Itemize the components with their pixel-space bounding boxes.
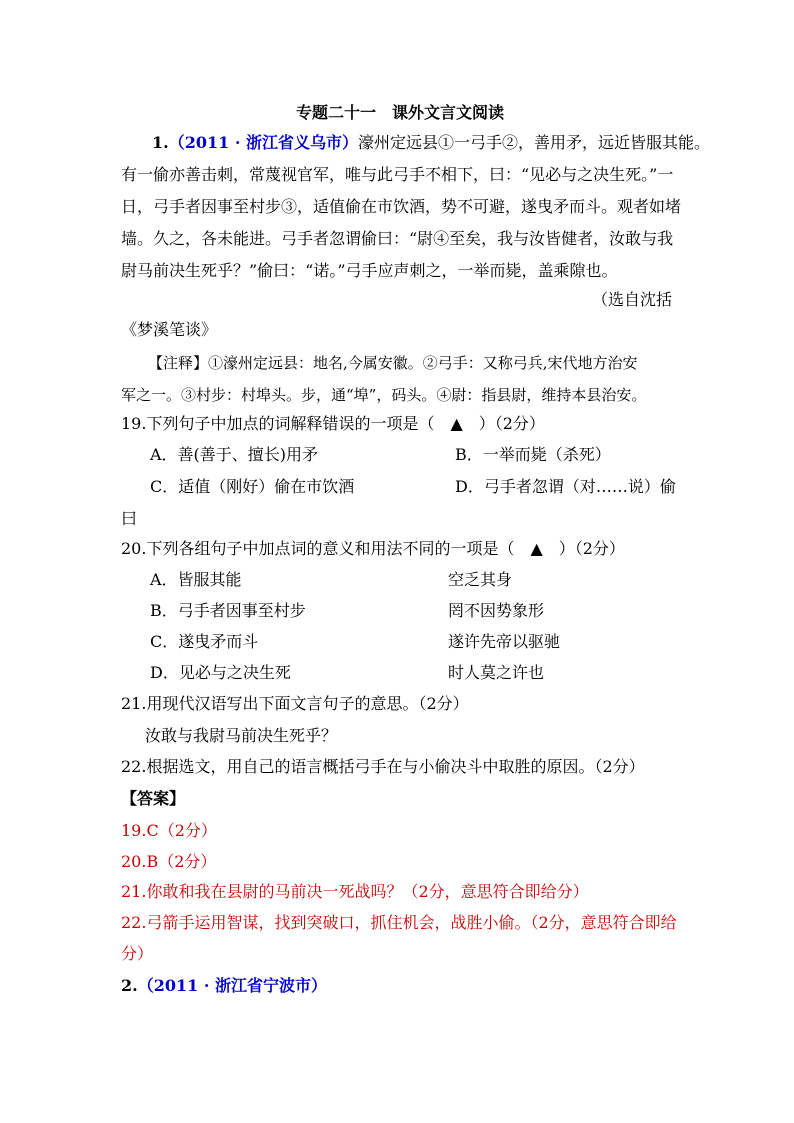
source-note-book: 《梦溪笔谈》: [121, 320, 218, 339]
answer-19: 19.C（2分）: [121, 821, 217, 840]
question-20: 20.下列各组句子中加点词的意义和用法不同的一项是（ ▲ ）（2分）: [121, 539, 625, 558]
q20-option-c: C．遂曳矛而斗: [150, 632, 259, 651]
q19-option-d: D．弓手者忽谓（对……说）偷: [455, 477, 676, 496]
q19-option-a: A．善(善于、擅长)用矛: [150, 445, 319, 464]
passage-line-4: 墙。久之，各未能进。弓手者忽谓偷曰：“尉④至矣，我与汝皆健者，汝敢与我: [121, 229, 674, 248]
source-paren-close: ）: [310, 976, 327, 995]
answer-heading: 【答案】: [121, 789, 186, 808]
source-paren-open: （: [168, 133, 185, 152]
question-22: 22.根据选文，用自己的语言概括弓手在与小偷决斗中取胜的原因。（2分）: [121, 757, 645, 776]
q19-option-d-cont: 曰: [121, 509, 138, 528]
q19-option-b: B．一举而毙（杀死）: [455, 445, 611, 464]
q20-option-a-pair: 空乏其身: [448, 570, 513, 589]
source-label: 2011 · 浙江省义乌市: [184, 133, 342, 152]
q20-option-c-pair: 遂许先帝以驱驰: [448, 632, 561, 651]
answer-21: 21.你敢和我在县尉的马前决一死战吗？（2分，意思符合即给分）: [121, 882, 589, 901]
source-paren-close: ）: [341, 133, 358, 152]
answer-22: 22.弓箭手运用智谋，找到突破口，抓住机会，战胜小偷。（2分，意思符合即给: [121, 913, 677, 932]
source-paren-open: （: [137, 976, 154, 995]
passage-text: 濠州定远县①一弓手②，善用矛，远近皆服其能。: [357, 133, 710, 152]
source-note: （选自沈括: [592, 290, 673, 309]
question-21: 21.用现代汉语写出下面文言句子的意思。（2分）: [121, 694, 469, 713]
notes-line-1: 【注释】①濠州定远县：地名,今属安徽。②弓手：又称弓兵,宋代地方治安: [148, 354, 638, 372]
passage-line-1: [152, 133, 710, 153]
answer-22-cont: 分）: [121, 944, 154, 963]
q20-option-a: A．皆服其能: [150, 570, 242, 589]
notes-line-2: 军之一。③村步：村埠头。步，通“埠”，码头。④尉：指县尉，维持本县治安。: [121, 386, 647, 404]
q20-option-b: B．弓手者因事至村步: [150, 601, 306, 620]
passage-line-3: 日，弓手者因事至村步③，适值偷在市饮酒，势不可避，遂曳矛而斗。观者如堵: [121, 197, 682, 216]
q19-option-c: C．适值（刚好）偷在市饮酒: [150, 477, 355, 496]
passage-line-2: 有一偷亦善击刺，常蔑视官军，唯与此弓手不相下，曰：“见必与之决生死。”一: [121, 165, 674, 184]
question-number: 2.: [121, 976, 138, 995]
question-number: 1.: [152, 133, 169, 152]
page-title: 专题二十一 课外文言文阅读: [296, 103, 505, 122]
passage-line-5: 尉马前决生死乎？”偷曰：“诺。”弓手应声刺之，一举而毙，盖乘隙也。: [121, 261, 618, 280]
q20-option-d: D．见必与之决生死: [150, 663, 291, 682]
question-2-heading: [121, 976, 327, 996]
q20-option-d-pair: 时人莫之许也: [448, 663, 545, 682]
q21-sentence: 汝敢与我尉马前决生死乎？: [145, 726, 338, 745]
q20-option-b-pair: 罔不因势象形: [448, 601, 545, 620]
answer-20: 20.B（2分）: [121, 852, 217, 871]
question-19: 19.下列句子中加点的词解释错误的一项是（ ▲ ）（2分）: [121, 414, 545, 433]
source-label: 2011 · 浙江省宁波市: [153, 976, 311, 995]
